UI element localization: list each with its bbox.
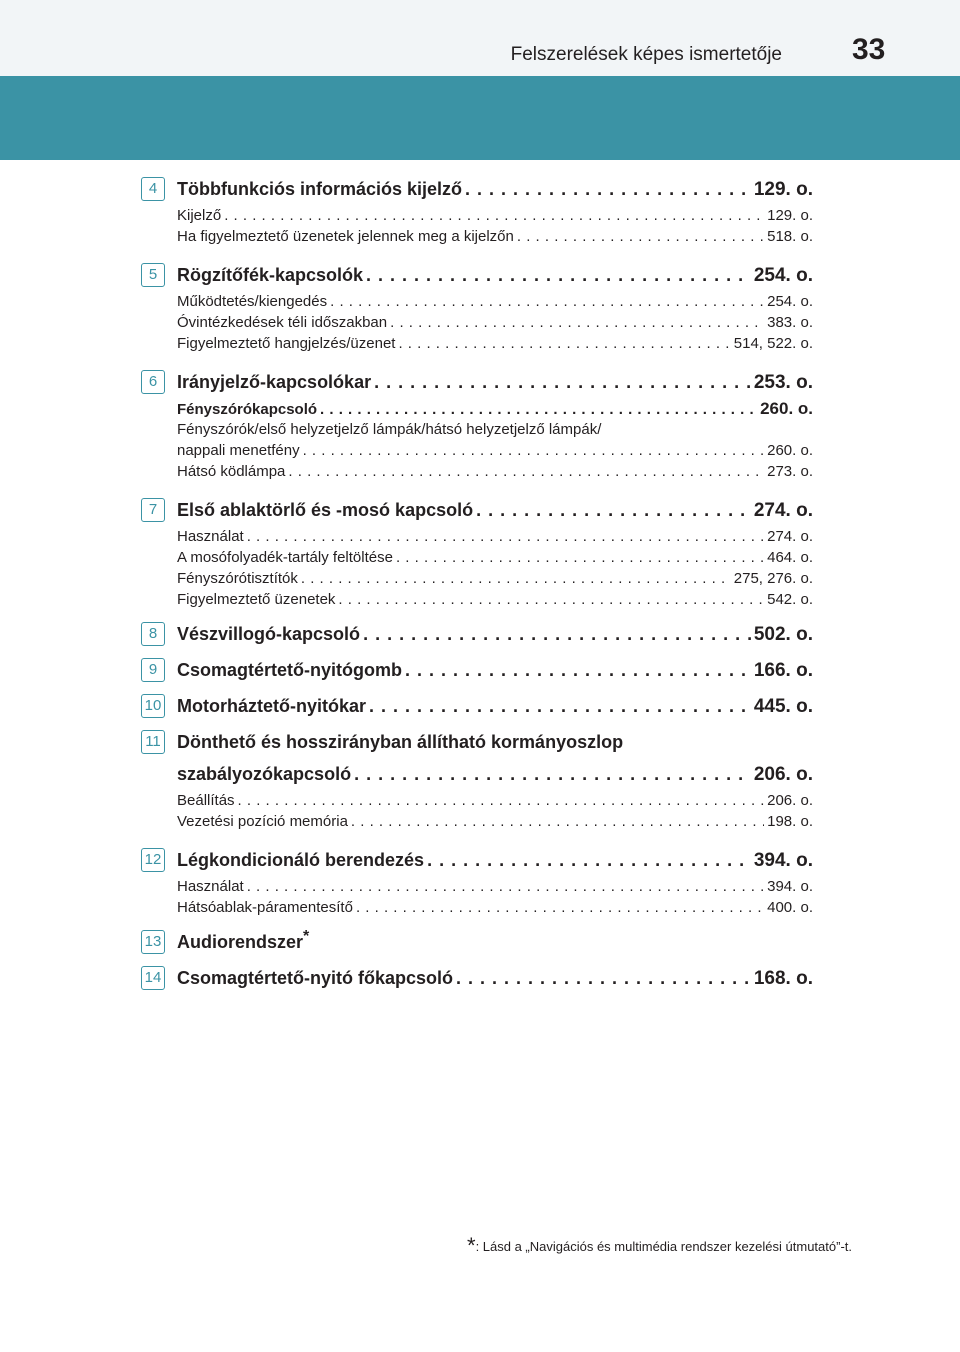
item-number-badge: 6 — [141, 370, 165, 394]
footnote-text: : Lásd a „Navigációs és multimédia rendszer kezelési útmutató”-t. — [475, 1239, 852, 1254]
item-number-badge: 5 — [141, 263, 165, 287]
toc-sub-entry[interactable]: Hátsóablak-páramentesítő . . . 400. o. — [177, 897, 813, 918]
toc-section-10 — [0, 690, 960, 722]
toc-sub-main-entry[interactable]: Fényszórókapcsoló . . . 260. o. — [177, 398, 813, 419]
toc-entry[interactable]: Csomagtértető-nyitógomb . . . 166. o. — [177, 654, 813, 686]
toc-section-13 — [0, 926, 960, 958]
toc-sub-entry[interactable]: Óvintézkedések téli időszakban . . . 383. o. — [177, 312, 813, 333]
toc-entry-line: Dönthető és hosszirányban állítható kormányoszlop — [177, 732, 624, 752]
toc-sub-entry[interactable]: Használat . . . 274. o. — [177, 526, 813, 547]
item-number-badge: 14 — [141, 966, 165, 990]
item-number-badge: 12 — [141, 848, 165, 872]
toc-entry[interactable]: Vészvillogó-kapcsoló . . . 502. o. — [177, 618, 813, 650]
toc-section-7 — [0, 494, 960, 610]
toc-section-6 — [0, 366, 960, 482]
toc-entry[interactable]: Motorháztető-nyitókar . . . 445. o. — [177, 690, 813, 722]
footnote-marker: * — [303, 928, 310, 945]
toc-sub-entry[interactable]: A mosófolyadék-tartály feltöltése . . . 464. o. — [177, 547, 813, 568]
item-number-badge: 13 — [141, 930, 165, 954]
toc-entry[interactable]: Többfunkciós információs kijelző . . . 129. o. — [177, 173, 813, 205]
toc-sub-entry[interactable]: Vezetési pozíció memória . . . 198. o. — [177, 811, 813, 832]
toc-entry[interactable]: szabályozókapcsoló . . . 206. o. — [177, 758, 813, 790]
toc-section-9 — [0, 654, 960, 686]
toc-sub-entry[interactable]: Figyelmeztető üzenetek . . . 542. o. — [177, 589, 813, 610]
toc-sub-entry-line: Fényszórók/első helyzetjelző lámpák/hátsó helyzetjelző lámpák/ — [177, 421, 602, 438]
toc-sub-entry[interactable]: Fényszórótisztítók . . . 275, 276. o. — [177, 568, 813, 589]
toc-sub-entry[interactable]: Hátsó ködlámpa . . . 273. o. — [177, 461, 813, 482]
toc-sub-entry[interactable]: Beállítás . . . 206. o. — [177, 790, 813, 811]
toc-sub-entry[interactable]: Ha figyelmeztető üzenetek jelennek meg a kijelzőn . . . 518. o. — [177, 226, 813, 247]
header-title: Felszerelések képes ismertetője — [510, 44, 782, 65]
toc-sub-entry[interactable]: Figyelmeztető hangjelzés/üzenet . . . 514, 522. o. — [177, 333, 813, 354]
toc-sub-entry[interactable]: Használat . . . 394. o. — [177, 876, 813, 897]
item-number-badge: 4 — [141, 177, 165, 201]
toc-section-8 — [0, 618, 960, 650]
toc-section-12 — [0, 844, 960, 918]
toc-entry[interactable]: Irányjelző-kapcsolókar . . . 253. o. — [177, 366, 813, 398]
toc-section-4 — [0, 173, 960, 247]
toc-entry[interactable]: Első ablaktörlő és -mosó kapcsoló . . . 274. o. — [177, 494, 813, 526]
toc-entry[interactable]: Rögzítőfék-kapcsolók . . . 254. o. — [177, 259, 813, 291]
toc-sub-entry[interactable]: Kijelző . . . 129. o. — [177, 205, 813, 226]
toc-section-11 — [0, 726, 960, 832]
item-number-badge: 10 — [141, 694, 165, 718]
footnote-star: * — [467, 1233, 476, 1258]
toc-sub-entry[interactable]: nappali menetfény . . . 260. o. — [177, 440, 813, 461]
toc-section-14 — [0, 962, 960, 994]
item-number-badge: 9 — [141, 658, 165, 682]
item-number-badge: 11 — [141, 730, 165, 754]
toc-sub-entry[interactable]: Működtetés/kiengedés . . . 254. o. — [177, 291, 813, 312]
header-strip — [0, 0, 960, 76]
item-number-badge: 7 — [141, 498, 165, 522]
section-banner — [0, 76, 960, 160]
page-number: 33 — [852, 33, 886, 66]
footnote — [467, 1233, 852, 1259]
toc-entry[interactable]: Légkondicionáló berendezés . . . 394. o. — [177, 844, 813, 876]
item-number-badge: 8 — [141, 622, 165, 646]
toc-list — [0, 173, 960, 994]
toc-entry[interactable]: Csomagtértető-nyitó főkapcsoló . . . 168. o. — [177, 962, 813, 994]
toc-section-5 — [0, 259, 960, 354]
toc-entry[interactable]: Audiorendszer* — [177, 928, 310, 952]
